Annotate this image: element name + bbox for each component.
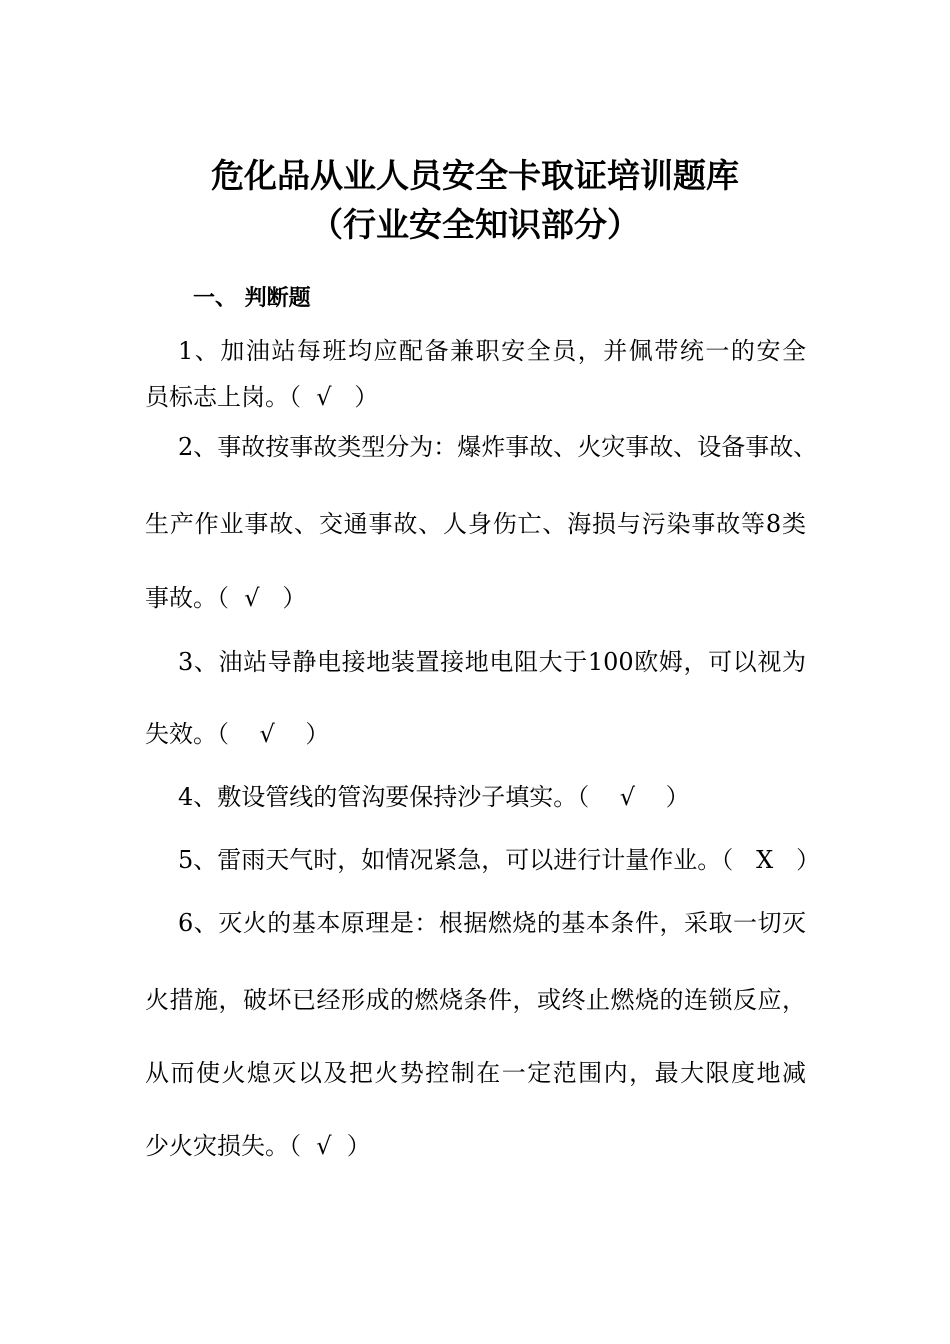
question-1-text-end: 员标志上岗。 <box>145 383 289 411</box>
question-5-answer: （ X ） <box>721 846 821 874</box>
question-3-text-end: 失效。 <box>145 720 217 748</box>
question-6-line-4 <box>145 1129 371 1163</box>
question-5-text: 5、雷雨天气时，如情况紧急，可以进行计量作业。 <box>178 846 722 874</box>
question-4-text: 4、敷设管线的管沟要保持沙子填实。 <box>178 783 578 811</box>
question-6-line-1: 6、灭火的基本原理是：根据燃烧的基本条件，采取一切灭 <box>178 909 806 937</box>
question-5-line-1 <box>178 843 820 877</box>
question-3-answer: （ √ ） <box>217 720 330 748</box>
question-1-answer: （ √ ） <box>289 383 379 411</box>
question-2-line-1: 2、事故按事故类型分为：爆炸事故、火灾事故、设备事故、 <box>178 433 818 461</box>
question-3-line-1: 3、油站导静电接地装置接地电阻大于100欧姆，可以视为 <box>178 648 806 676</box>
question-4-line-1 <box>178 780 690 814</box>
question-2-answer: （ √ ） <box>217 584 307 612</box>
question-2-line-3 <box>145 581 306 615</box>
question-2-text-end: 事故。 <box>145 584 217 612</box>
document-title: 危化品从业人员安全卡取证培训题库 <box>211 156 739 195</box>
question-6-line-2: 火措施，破坏已经形成的燃烧条件，或终止燃烧的连锁反应， <box>145 986 806 1014</box>
question-6-line-3: 从而使火熄灭以及把火势控制在一定范围内，最大限度地减 <box>145 1059 806 1087</box>
question-3-line-2 <box>145 717 329 751</box>
question-6-text-end: 少火灾损失。 <box>145 1132 289 1160</box>
question-1-line-2 <box>145 380 378 414</box>
question-2-line-2: 生产作业事故、交通事故、人身伤亡、海损与污染事故等8类 <box>145 510 806 538</box>
section-heading: 一、 判断题 <box>193 286 311 311</box>
question-6-answer: （ √ ） <box>289 1132 371 1160</box>
question-4-answer: （ √ ） <box>577 783 690 811</box>
document-subtitle: （行业安全知识部分） <box>310 205 640 244</box>
question-1-line-1: 1、加油站每班均应配备兼职安全员，并佩带统一的安全 <box>178 337 806 365</box>
